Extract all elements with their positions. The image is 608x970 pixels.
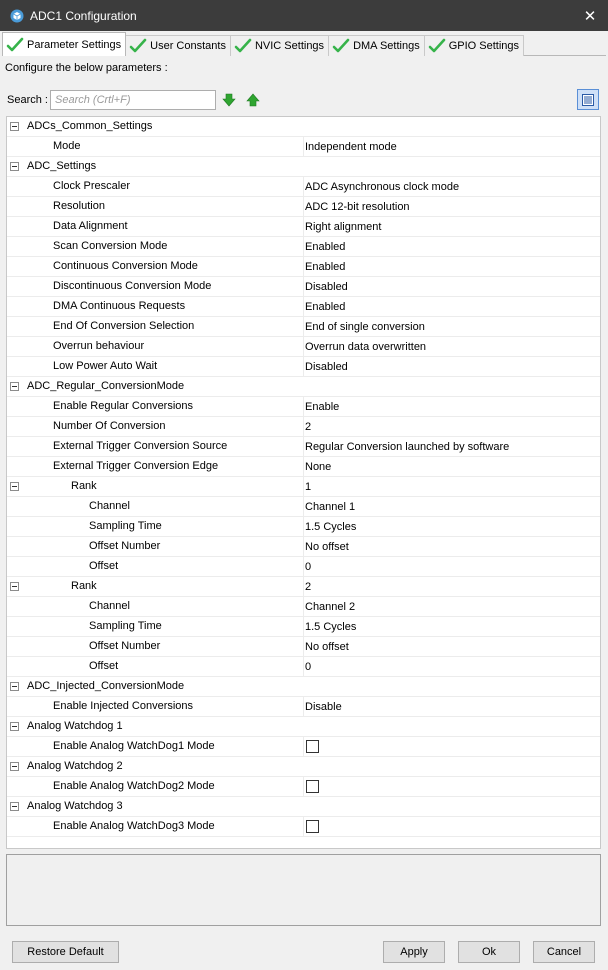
group-row-adc-regular-conversionmode[interactable] bbox=[7, 377, 600, 397]
param-name: Mode bbox=[53, 140, 81, 152]
param-value[interactable]: 2 bbox=[303, 577, 600, 596]
param-name: External Trigger Conversion Source bbox=[53, 440, 228, 452]
tab-label: NVIC Settings bbox=[254, 40, 325, 52]
param-value[interactable]: Enable bbox=[303, 397, 600, 416]
tab-label: User Constants bbox=[150, 40, 226, 52]
collapse-icon[interactable] bbox=[10, 682, 19, 691]
collapse-icon[interactable] bbox=[10, 162, 19, 171]
param-name: Scan Conversion Mode bbox=[53, 240, 168, 252]
param-value[interactable]: ADC 12-bit resolution bbox=[303, 197, 600, 216]
window-title: ADC1 Configuration bbox=[30, 8, 137, 23]
param-name: Continuous Conversion Mode bbox=[53, 260, 198, 272]
param-row-offset[interactable] bbox=[7, 557, 600, 577]
param-name: DMA Continuous Requests bbox=[53, 300, 186, 312]
param-row-continuous-conversion-mode[interactable] bbox=[7, 257, 600, 277]
param-row-offset[interactable] bbox=[7, 657, 600, 677]
tab-label: GPIO Settings bbox=[448, 40, 520, 52]
param-name: Overrun behaviour bbox=[53, 340, 145, 352]
param-value[interactable]: Channel 2 bbox=[303, 597, 600, 616]
watchdog2-checkbox[interactable] bbox=[306, 780, 319, 793]
param-value[interactable]: End of single conversion bbox=[303, 317, 600, 336]
group-label: ADC_Settings bbox=[27, 160, 97, 172]
param-row-overrun-behaviour[interactable] bbox=[7, 337, 600, 357]
apply-button[interactable]: Apply bbox=[383, 941, 445, 963]
group-row-analog-watchdog-2[interactable] bbox=[7, 757, 600, 777]
param-row-channel[interactable] bbox=[7, 497, 600, 517]
watchdog1-checkbox[interactable] bbox=[306, 740, 319, 753]
param-value[interactable]: Enabled bbox=[303, 237, 600, 256]
restore-default-button[interactable]: Restore Default bbox=[12, 941, 119, 963]
search-input[interactable] bbox=[50, 90, 216, 110]
param-name: Sampling Time bbox=[89, 620, 162, 632]
parameter-grid bbox=[6, 116, 601, 849]
param-name: End Of Conversion Selection bbox=[53, 320, 195, 332]
param-name: Enable Injected Conversions bbox=[53, 700, 194, 712]
watchdog3-checkbox[interactable] bbox=[306, 820, 319, 833]
collapse-icon[interactable] bbox=[10, 722, 19, 731]
param-value[interactable]: Right alignment bbox=[303, 217, 600, 236]
param-value[interactable]: No offset bbox=[303, 637, 600, 656]
group-label: Analog Watchdog 2 bbox=[27, 760, 123, 772]
param-value-cell bbox=[303, 817, 600, 836]
param-name: Low Power Auto Wait bbox=[53, 360, 158, 372]
check-icon bbox=[332, 38, 350, 54]
param-name: Number Of Conversion bbox=[53, 420, 166, 432]
param-value[interactable]: 1 bbox=[303, 477, 600, 496]
param-row-sampling-time[interactable] bbox=[7, 617, 600, 637]
group-row-adcs-common-settings[interactable] bbox=[7, 117, 600, 137]
param-value[interactable]: Disable bbox=[303, 697, 600, 716]
check-icon bbox=[428, 38, 446, 54]
param-row-scan-conversion-mode[interactable] bbox=[7, 237, 600, 257]
check-icon bbox=[129, 38, 147, 54]
param-row-enable-analog-watchdog2-mode[interactable] bbox=[7, 777, 600, 797]
param-row-enable-injected-conversions[interactable] bbox=[7, 697, 600, 717]
collapse-icon[interactable] bbox=[10, 382, 19, 391]
param-row-external-trigger-conversion-edge[interactable] bbox=[7, 457, 600, 477]
tab-parameter-settings[interactable] bbox=[2, 32, 126, 56]
param-name: Data Alignment bbox=[53, 220, 128, 232]
param-name: Enable Analog WatchDog1 Mode bbox=[53, 740, 215, 752]
param-value[interactable]: Disabled bbox=[303, 357, 600, 376]
param-row-dma-continuous-requests[interactable] bbox=[7, 297, 600, 317]
param-name: External Trigger Conversion Edge bbox=[53, 460, 219, 472]
param-value[interactable]: 2 bbox=[303, 417, 600, 436]
close-icon: ✕ bbox=[583, 7, 597, 25]
tab-gpio-settings[interactable] bbox=[424, 35, 524, 56]
collapse-icon[interactable] bbox=[10, 802, 19, 811]
param-row-offset-number[interactable] bbox=[7, 537, 600, 557]
group-label: ADC_Injected_ConversionMode bbox=[27, 680, 185, 692]
collapse-icon[interactable] bbox=[10, 482, 19, 491]
param-name: Channel bbox=[89, 500, 130, 512]
param-name: Offset Number bbox=[89, 640, 161, 652]
param-name: Enable Analog WatchDog3 Mode bbox=[53, 820, 215, 832]
ok-button[interactable]: Ok bbox=[458, 941, 520, 963]
param-value[interactable]: 1.5 Cycles bbox=[303, 517, 600, 536]
param-value[interactable]: Enabled bbox=[303, 297, 600, 316]
param-name: Offset bbox=[89, 660, 119, 672]
param-name: Offset bbox=[89, 560, 119, 572]
param-value[interactable]: 0 bbox=[303, 657, 600, 676]
param-value[interactable]: Channel 1 bbox=[303, 497, 600, 516]
param-name: Discontinuous Conversion Mode bbox=[53, 280, 212, 292]
parameter-description-panel bbox=[6, 854, 601, 926]
cube-icon bbox=[10, 9, 24, 23]
tab-user-constants[interactable] bbox=[125, 35, 231, 56]
param-row-low-power-auto-wait[interactable] bbox=[7, 357, 600, 377]
group-label: ADCs_Common_Settings bbox=[27, 120, 153, 132]
param-row-offset-number[interactable] bbox=[7, 637, 600, 657]
param-value[interactable]: 0 bbox=[303, 557, 600, 576]
param-value[interactable]: Independent mode bbox=[303, 137, 600, 156]
param-row-clock-prescaler[interactable] bbox=[7, 177, 600, 197]
group-row-adc-injected-conversionmode[interactable] bbox=[7, 677, 600, 697]
param-value[interactable]: Disabled bbox=[303, 277, 600, 296]
param-name: Enable Analog WatchDog2 Mode bbox=[53, 780, 215, 792]
param-value[interactable]: Overrun data overwritten bbox=[303, 337, 600, 356]
check-icon bbox=[6, 37, 24, 53]
param-row-sampling-time[interactable] bbox=[7, 517, 600, 537]
param-value[interactable]: ADC Asynchronous clock mode bbox=[303, 177, 600, 196]
group-row-adc-settings[interactable] bbox=[7, 157, 600, 177]
param-name: Channel bbox=[89, 600, 130, 612]
param-name: Enable Regular Conversions bbox=[53, 400, 194, 412]
tab-bar bbox=[2, 33, 523, 56]
param-row-enable-regular-conversions[interactable] bbox=[7, 397, 600, 417]
collapse-icon[interactable] bbox=[10, 762, 19, 771]
collapse-icon[interactable] bbox=[10, 122, 19, 131]
title-bar bbox=[0, 0, 608, 31]
list-view-icon bbox=[582, 94, 594, 106]
check-icon bbox=[234, 38, 252, 54]
close-button[interactable] bbox=[572, 0, 608, 31]
param-value[interactable]: 1.5 Cycles bbox=[303, 617, 600, 636]
param-row-resolution[interactable] bbox=[7, 197, 600, 217]
tab-dma-settings[interactable] bbox=[328, 35, 425, 56]
param-value[interactable]: None bbox=[303, 457, 600, 476]
param-row-enable-analog-watchdog3-mode[interactable] bbox=[7, 817, 600, 837]
group-label: Analog Watchdog 3 bbox=[27, 800, 123, 812]
param-value[interactable]: No offset bbox=[303, 537, 600, 556]
param-value-cell bbox=[303, 777, 600, 796]
param-row-external-trigger-conversion-source[interactable] bbox=[7, 437, 600, 457]
tab-nvic-settings[interactable] bbox=[230, 35, 329, 56]
search-label: Search : bbox=[7, 94, 48, 106]
param-row-end-of-conversion-selection[interactable] bbox=[7, 317, 600, 337]
param-row-channel[interactable] bbox=[7, 597, 600, 617]
rank-row-2[interactable] bbox=[7, 577, 600, 597]
param-name: Resolution bbox=[53, 200, 105, 212]
param-row-mode[interactable] bbox=[7, 137, 600, 157]
group-label: Analog Watchdog 1 bbox=[27, 720, 123, 732]
tab-label: Parameter Settings bbox=[27, 38, 122, 51]
param-name: Offset Number bbox=[89, 540, 161, 552]
tab-label: DMA Settings bbox=[353, 40, 420, 52]
configure-description: Configure the below parameters : bbox=[5, 62, 168, 74]
rank-row-1[interactable] bbox=[7, 477, 600, 497]
param-row-data-alignment[interactable] bbox=[7, 217, 600, 237]
param-name: Clock Prescaler bbox=[53, 180, 131, 192]
arrow-up-icon[interactable] bbox=[246, 93, 260, 107]
param-row-number-of-conversion[interactable] bbox=[7, 417, 600, 437]
param-name: Sampling Time bbox=[89, 520, 162, 532]
view-mode-button[interactable] bbox=[577, 89, 599, 110]
param-name: Rank bbox=[71, 580, 97, 592]
group-label: ADC_Regular_ConversionMode bbox=[27, 380, 185, 392]
param-value[interactable]: Enabled bbox=[303, 257, 600, 276]
group-row-analog-watchdog-1[interactable] bbox=[7, 717, 600, 737]
collapse-icon[interactable] bbox=[10, 582, 19, 591]
param-name: Rank bbox=[71, 480, 97, 492]
group-row-analog-watchdog-3[interactable] bbox=[7, 797, 600, 817]
cancel-button[interactable]: Cancel bbox=[533, 941, 595, 963]
param-row-discontinuous-conversion-mode[interactable] bbox=[7, 277, 600, 297]
arrow-down-icon[interactable] bbox=[222, 93, 236, 107]
param-value-cell bbox=[303, 737, 600, 756]
param-row-enable-analog-watchdog1-mode[interactable] bbox=[7, 737, 600, 757]
param-value[interactable]: Regular Conversion launched by software bbox=[303, 437, 600, 456]
